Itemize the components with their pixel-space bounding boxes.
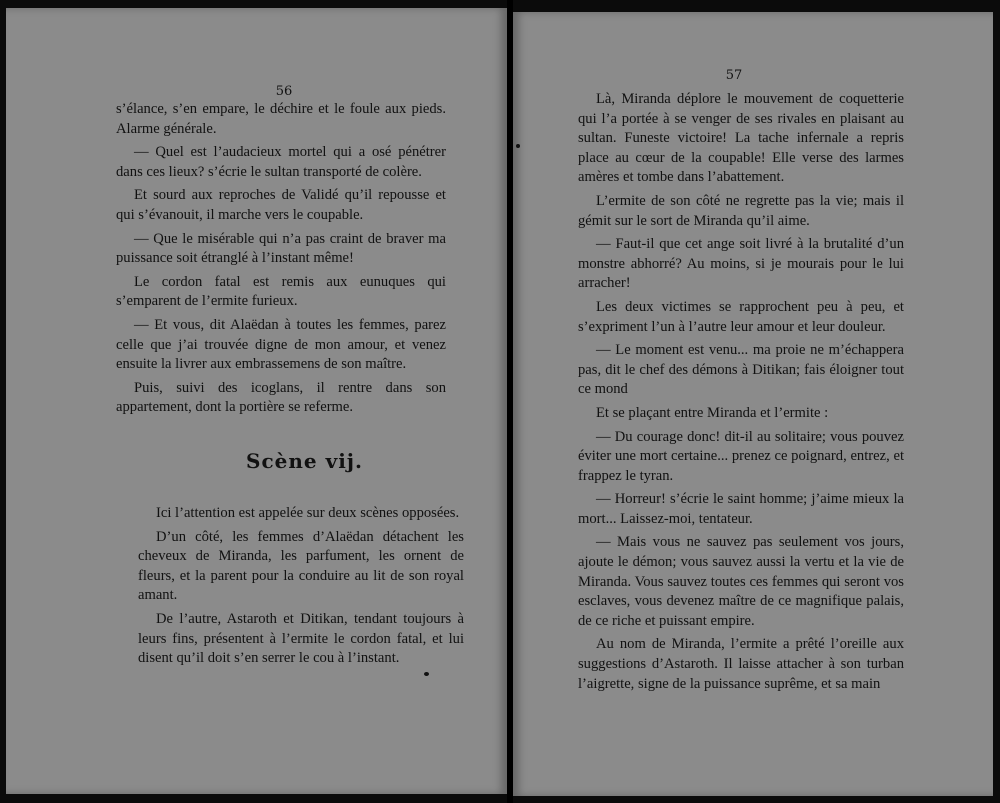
page-number-left: 56 <box>275 84 293 99</box>
scene-heading: Scène vij. <box>246 449 363 473</box>
paragraph: — Que le misérable qui n’a pas craint de braver ma puissance soit étranglé à l’instant même! <box>116 230 446 267</box>
ink-speck <box>424 672 429 676</box>
ink-speck <box>516 144 520 148</box>
paragraph: Au nom de Miranda, l’ermite a prêté l’oreille aux suggestions d’Astaroth. Il laisse attacher à son turban l’aigrette, signe de la puissance suprême, et sa main <box>578 636 904 692</box>
paragraph: — Mais vous ne sauvez pas seulement vos jours, ajoute le démon; vous sauvez aussi la vertu et la vie de Miranda. Vous sauvez toutes ces femmes qui seront vos esclaves, vous devenez maître de ce magnifique palais, de ce riche et puissant empire. <box>578 534 904 629</box>
paragraph: Le cordon fatal est remis aux eunuques qui s’emparent de l’ermite furieux. <box>116 273 446 310</box>
page-number-right: 57 <box>725 68 743 83</box>
paragraph: D’un côté, les femmes d’Alaëdan détachent les cheveux de Miranda, les parfument, les ornent de fleurs, et la parent pour la conduire au lit de son royal amant. <box>138 528 464 604</box>
paragraph: — Et vous, dit Alaëdan à toutes les femmes, parez celle que j’ai trouvée digne de mon amour, et venez ensuite la livrer aux embrassemens de son maître. <box>116 316 446 373</box>
paragraph: — Du courage donc! dit-il au solitaire; vous pouvez éviter une mort certaine... prenez ce poignard, entrez, et frappez le tyran. <box>578 428 904 484</box>
paragraph: — Quel est l’audacieux mortel qui a osé pénétrer dans ces lieux? s’écrie le sultan transporté de colère. <box>116 144 446 180</box>
right-page <box>513 12 993 796</box>
paragraph: L’ermite de son côté ne regrette pas la vie; mais il gémit sur le sort de Miranda qu’il aime. <box>578 192 904 229</box>
left-top-text <box>116 100 446 422</box>
paragraph: Là, Miranda déplore le mouvement de coquetterie qui l’a portée à se venger de ses rivales en plaisant au sultan. Funeste victoire! La tache infernale a repris place au cœur de la coupable! Elle verse des larmes amères et tombe dans l’abattement. <box>578 91 904 186</box>
paragraph: — Faut-il que cet ange soit livré à la brutalité d’un monstre abhorré? Au moins, si je mourais pour le lui arracher! <box>578 236 904 292</box>
paragraph: Ici l’attention est appelée sur deux scènes opposées. <box>156 505 460 521</box>
paragraph: — Le moment est venu... ma proie ne m’échappera pas, dit le chef des démons à Ditikan; fais éloigner tout ce mond <box>578 342 904 398</box>
left-bottom-text <box>138 504 464 673</box>
paragraph: De l’autre, Astaroth et Ditikan, tendant toujours à leurs fins, présentent à l’ermite le cordon fatal, et lui disent qu’il doit s’en serrer le cou à l’instant. <box>138 610 464 667</box>
paragraph: Les deux victimes se rapprochent peu à peu, et s’expriment l’un à l’autre leur amour et leur douleur. <box>578 298 904 335</box>
paragraph: Et se plaçant entre Miranda et l’ermite : <box>596 404 829 421</box>
paragraph: — Horreur! s’écrie le saint homme; j’aime mieux la mort... Laissez-moi, tentateur. <box>578 491 904 527</box>
paragraph: s’élance, s’en empare, le déchire et le foule aux pieds. Alarme générale. <box>116 101 446 137</box>
paragraph: Puis, suivi des icoglans, il rentre dans son appartement, dont la portière se referme. <box>116 379 446 416</box>
left-page <box>6 8 507 794</box>
paragraph: Et sourd aux reproches de Validé qu’il repousse et qui s’évanouit, il marche vers le coupable. <box>116 187 446 223</box>
right-text <box>578 90 904 698</box>
